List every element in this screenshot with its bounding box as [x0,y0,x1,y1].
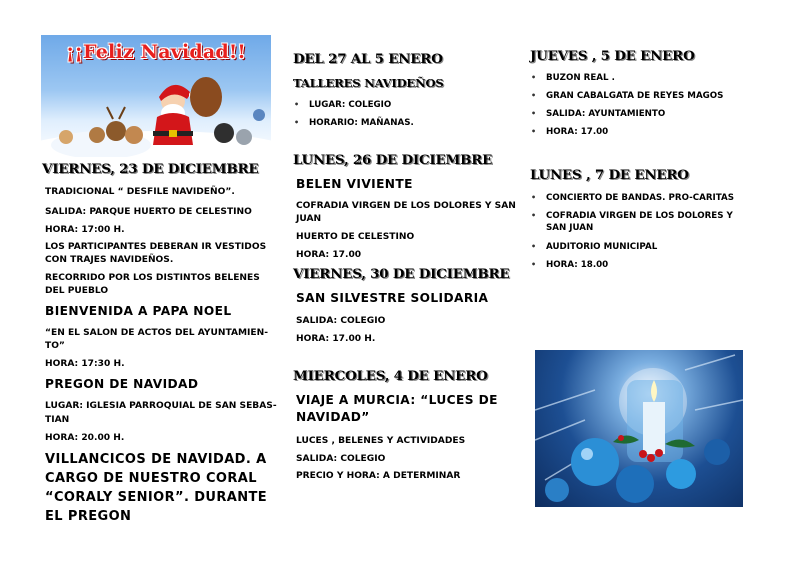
list-item: • GRAN CABALGATA DE REYES MAGOS [530,90,770,102]
participantes-line-2: CON TRAJES NAVIDEÑOS. [45,255,174,265]
villancicos-line-2: CARGO DE NUESTRO CORAL [45,471,257,486]
list-item: • BUZON REAL . [530,72,770,84]
talleres-list [293,99,533,111]
hora-2000-line: HORA: 20.00 H. [45,433,125,443]
header-lunes-7: LUNES , 7 DE ENERO [530,167,689,183]
luces-line: LUCES , BELENES Y ACTIVIDADES [296,436,466,446]
hora-1730-line: HORA: 17:30 H. [45,359,125,369]
hora-line: HORA: 17:00 H. [45,225,125,235]
header-viernes-30: VIERNES, 30 DE DICIEMBRE [293,266,510,282]
lugar-line-1: LUGAR: IGLESIA PARROQUIAL DE SAN SEBAS- [45,401,277,411]
belen-title: BELEN VIVIENTE [296,177,413,191]
header-miercoles-4: MIERCOLES, 4 DE ENERO [293,368,488,384]
viaje-title-1: VIAJE A MURCIA: “LUCES DE [296,393,498,407]
precio-line: PRECIO Y HORA: A DETERMINAR [296,471,461,481]
cofradia-line-1: COFRADIA VIRGEN DE LOS DOLORES Y SAN [296,201,516,211]
salida-viaje-line: SALIDA: COLEGIO [296,454,386,464]
hora-silvestre-line: HORA: 17.00 H. [296,334,376,344]
hora-belen-line: HORA: 17.00 [296,250,362,260]
viaje-title-2: NAVIDAD” [296,410,370,424]
participantes-line-1: LOS PARTICIPANTES DEBERAN IR VESTIDOS [45,242,267,252]
salon-line-2: TO” [45,341,65,351]
salida-line: SALIDA: PARQUE HUERTO DE CELESTINO [45,207,252,217]
pregon-title: PREGON DE NAVIDAD [45,377,199,391]
villancicos-line-1: VILLANCICOS DE NAVIDAD. A [45,452,267,467]
list-item: • SALIDA: AYUNTAMIENTO [530,108,770,120]
jueves-list-2 [530,90,770,102]
list-item [530,210,770,234]
candle-icon [535,350,743,507]
san-silvestre-title: SAN SILVESTRE SOLIDARIA [296,291,489,305]
lunes-list [530,192,770,204]
huerto-line: HUERTO DE CELESTINO [296,232,415,242]
header-viernes-23: VIERNES, 23 DE DICIEMBRE [42,161,259,177]
list-item: • HORARIO: MAÑANAS. [293,117,533,129]
list-item: • HORA: 18.00 [530,259,770,271]
list-item: • AUDITORIO MUNICIPAL [530,241,770,253]
villancicos-line-3: “CORALY SENIOR”. DURANTE [45,490,268,505]
lunes-list-4 [530,259,770,271]
banner-title: ¡¡Feliz Navidad!! [66,41,246,63]
jueves-list-4 [530,126,770,138]
villancicos-line-4: EL PREGON [45,509,132,524]
lugar-line-2: TIAN [45,415,70,425]
recorrido-line-2: DEL PUEBLO [45,286,109,296]
list-item: • LUGAR: COLEGIO [293,99,533,111]
header-talleres: TALLERES NAVIDEÑOS [293,76,444,90]
header-del-27-al-5: DEL 27 AL 5 ENERO [293,51,443,67]
lunes-list-2 [530,210,770,234]
salon-line-1: “EN EL SALON DE ACTOS DEL AYUNTAMIEN- [45,328,269,338]
cofradia-line-1: COFRADIA VIRGEN DE LOS DOLORES Y [546,211,733,221]
bienvenida-title: BIENVENIDA A PAPA NOEL [45,304,232,318]
talleres-list-2 [293,117,533,129]
recorrido-line-1: RECORRIDO POR LOS DISTINTOS BELENES [45,273,260,283]
list-item: • CONCIERTO DE BANDAS. PRO-CARITAS [530,192,770,204]
cofradia-line-2: JUAN [296,214,322,224]
salida-colegio-line: SALIDA: COLEGIO [296,316,386,326]
lunes-list-3 [530,241,770,253]
desfile-line: TRADICIONAL “ DESFILE NAVIDEÑO”. [45,187,235,197]
cofradia-line-2: SAN JUAN [546,223,594,233]
jueves-list [530,72,770,84]
jueves-list-3 [530,108,770,120]
list-item: • HORA: 17.00 [530,126,770,138]
header-jueves-5: JUEVES , 5 DE ENERO [530,48,695,64]
christmas-candle-image [535,350,743,507]
feliz-navidad-banner [41,35,271,157]
header-lunes-26: LUNES, 26 DE DICIEMBRE [293,152,493,168]
